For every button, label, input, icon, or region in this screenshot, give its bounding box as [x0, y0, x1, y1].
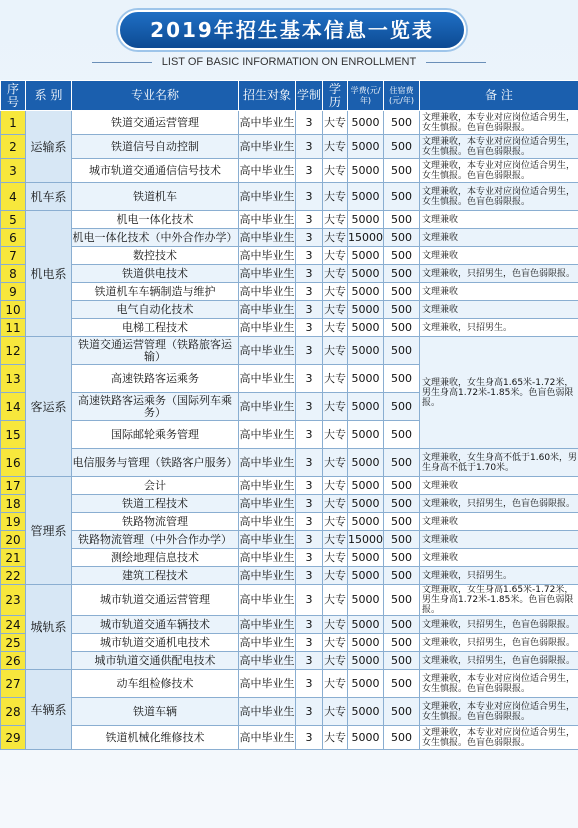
header-dept: 系 别	[26, 81, 72, 111]
row-index: 3	[1, 159, 26, 183]
major-cell: 高速铁路客运乘务（国际列车乘务）	[72, 393, 239, 421]
header-target: 招生对象	[239, 81, 296, 111]
years-cell: 3	[296, 652, 323, 670]
major-cell: 国际邮轮乘务管理	[72, 421, 239, 449]
lodging-cell: 500	[384, 337, 420, 365]
table-row	[1, 449, 578, 477]
note-cell: 文理兼收，只招男生，色盲色弱限报。	[420, 495, 578, 513]
lodging-cell: 500	[384, 283, 420, 301]
target-cell: 高中毕业生	[239, 634, 296, 652]
major-cell: 测绘地理信息技术	[72, 549, 239, 567]
lodging-cell: 500	[384, 265, 420, 283]
edu-cell: 大专	[323, 265, 348, 283]
major-cell: 机电一体化技术	[72, 211, 239, 229]
row-index: 6	[1, 229, 26, 247]
header-years: 学制	[296, 81, 323, 111]
row-index: 18	[1, 495, 26, 513]
tuition-cell: 5000	[348, 365, 384, 393]
edu-cell: 大专	[323, 531, 348, 549]
target-cell: 高中毕业生	[239, 319, 296, 337]
department-cell: 车辆系	[26, 670, 72, 750]
row-index: 21	[1, 549, 26, 567]
lodging-cell: 500	[384, 449, 420, 477]
header-idx: 序号	[1, 81, 26, 111]
years-cell: 3	[296, 567, 323, 585]
major-cell: 铁道机车车辆制造与维护	[72, 283, 239, 301]
row-index: 19	[1, 513, 26, 531]
edu-cell: 大专	[323, 135, 348, 159]
note-cell: 文理兼收	[420, 477, 578, 495]
edu-cell: 大专	[323, 183, 348, 211]
note-cell: 文理兼收	[420, 549, 578, 567]
table-row	[1, 670, 578, 698]
years-cell: 3	[296, 495, 323, 513]
tuition-cell: 5000	[348, 616, 384, 634]
note-cell: 文理兼收，只招男生，色盲色弱限报。	[420, 616, 578, 634]
note-cell: 文理兼收，女生身高1.65米-1.72米，男生身高1.72米-1.85米。色盲色弱限报。	[420, 585, 578, 616]
lodging-cell: 500	[384, 159, 420, 183]
page-subtitle: LIST OF BASIC INFORMATION ON ENROLLMENT	[0, 56, 578, 72]
note-cell: 文理兼收	[420, 513, 578, 531]
years-cell: 3	[296, 183, 323, 211]
note-cell: 文理兼收，本专业对应岗位适合男生，女生慎报。色盲色弱限报。	[420, 183, 578, 211]
table-row	[1, 319, 578, 337]
years-cell: 3	[296, 421, 323, 449]
major-cell: 建筑工程技术	[72, 567, 239, 585]
tuition-cell: 5000	[348, 183, 384, 211]
tuition-cell: 5000	[348, 135, 384, 159]
note-cell: 文理兼收，本专业对应岗位适合男生，女生慎报。色盲色弱限报。	[420, 698, 578, 726]
lodging-cell: 500	[384, 393, 420, 421]
lodging-cell: 500	[384, 301, 420, 319]
target-cell: 高中毕业生	[239, 513, 296, 531]
note-cell: 文理兼收	[420, 531, 578, 549]
lodging-cell: 500	[384, 513, 420, 531]
header-lodging: 住宿费(元/年)	[384, 81, 420, 111]
table-row	[1, 513, 578, 531]
years-cell: 3	[296, 616, 323, 634]
row-index: 10	[1, 301, 26, 319]
row-index: 8	[1, 265, 26, 283]
lodging-cell: 500	[384, 495, 420, 513]
major-cell: 数控技术	[72, 247, 239, 265]
lodging-cell: 500	[384, 634, 420, 652]
note-cell: 文理兼收，本专业对应岗位适合男生，女生慎报。色盲色弱限报。	[420, 159, 578, 183]
target-cell: 高中毕业生	[239, 477, 296, 495]
row-index: 20	[1, 531, 26, 549]
header-major: 专业名称	[72, 81, 239, 111]
note-cell: 文理兼收，只招男生。	[420, 319, 578, 337]
department-cell: 城轨系	[26, 585, 72, 670]
major-cell: 城市轨道交通运营管理	[72, 585, 239, 616]
row-index: 1	[1, 111, 26, 135]
edu-cell: 大专	[323, 283, 348, 301]
note-cell: 文理兼收，女生身高1.65米-1.72米，男生身高1.72米-1.85米。色盲色弱限报。	[420, 337, 578, 449]
note-cell: 文理兼收，只招男生，色盲色弱限报。	[420, 265, 578, 283]
years-cell: 3	[296, 111, 323, 135]
edu-cell: 大专	[323, 652, 348, 670]
major-cell: 电信服务与管理（铁路客户服务）	[72, 449, 239, 477]
lodging-cell: 500	[384, 421, 420, 449]
row-index: 27	[1, 670, 26, 698]
tuition-cell: 5000	[348, 159, 384, 183]
row-index: 2	[1, 135, 26, 159]
lodging-cell: 500	[384, 585, 420, 616]
years-cell: 3	[296, 513, 323, 531]
note-cell: 文理兼收，女生身高不低于1.60米，男生身高不低于1.70米。	[420, 449, 578, 477]
tuition-cell: 5000	[348, 477, 384, 495]
lodging-cell: 500	[384, 319, 420, 337]
table-row	[1, 698, 578, 726]
years-cell: 3	[296, 247, 323, 265]
table-row	[1, 283, 578, 301]
edu-cell: 大专	[323, 111, 348, 135]
tuition-cell: 5000	[348, 111, 384, 135]
major-cell: 铁道工程技术	[72, 495, 239, 513]
table-row	[1, 301, 578, 319]
target-cell: 高中毕业生	[239, 135, 296, 159]
row-index: 16	[1, 449, 26, 477]
years-cell: 3	[296, 211, 323, 229]
major-cell: 铁道信号自动控制	[72, 135, 239, 159]
major-cell: 电梯工程技术	[72, 319, 239, 337]
tuition-cell: 5000	[348, 585, 384, 616]
years-cell: 3	[296, 549, 323, 567]
tuition-cell: 5000	[348, 301, 384, 319]
major-cell: 铁道交通运营管理（铁路旅客运输）	[72, 337, 239, 365]
target-cell: 高中毕业生	[239, 549, 296, 567]
lodging-cell: 500	[384, 477, 420, 495]
table-row	[1, 247, 578, 265]
row-index: 22	[1, 567, 26, 585]
enrollment-table	[0, 80, 578, 750]
row-index: 13	[1, 365, 26, 393]
edu-cell: 大专	[323, 319, 348, 337]
table-row	[1, 549, 578, 567]
table-row	[1, 477, 578, 495]
target-cell: 高中毕业生	[239, 495, 296, 513]
row-index: 14	[1, 393, 26, 421]
years-cell: 3	[296, 365, 323, 393]
row-index: 9	[1, 283, 26, 301]
tuition-cell: 5000	[348, 634, 384, 652]
target-cell: 高中毕业生	[239, 567, 296, 585]
years-cell: 3	[296, 135, 323, 159]
row-index: 26	[1, 652, 26, 670]
lodging-cell: 500	[384, 549, 420, 567]
years-cell: 3	[296, 229, 323, 247]
tuition-cell: 15000	[348, 229, 384, 247]
lodging-cell: 500	[384, 211, 420, 229]
target-cell: 高中毕业生	[239, 159, 296, 183]
target-cell: 高中毕业生	[239, 726, 296, 750]
header-note: 备 注	[420, 81, 578, 111]
edu-cell: 大专	[323, 301, 348, 319]
edu-cell: 大专	[323, 634, 348, 652]
table-row	[1, 337, 578, 365]
table-row	[1, 159, 578, 183]
department-cell: 机电系	[26, 211, 72, 337]
lodging-cell: 500	[384, 652, 420, 670]
years-cell: 3	[296, 726, 323, 750]
target-cell: 高中毕业生	[239, 652, 296, 670]
tuition-cell: 5000	[348, 513, 384, 531]
table-row	[1, 229, 578, 247]
lodging-cell: 500	[384, 670, 420, 698]
target-cell: 高中毕业生	[239, 698, 296, 726]
lodging-cell: 500	[384, 698, 420, 726]
target-cell: 高中毕业生	[239, 265, 296, 283]
note-cell: 文理兼收	[420, 211, 578, 229]
department-cell: 机车系	[26, 183, 72, 211]
page-title: 2019年招生基本信息一览表	[118, 10, 466, 50]
note-cell: 文理兼收	[420, 247, 578, 265]
row-index: 29	[1, 726, 26, 750]
years-cell: 3	[296, 337, 323, 365]
tuition-cell: 5000	[348, 549, 384, 567]
edu-cell: 大专	[323, 365, 348, 393]
tuition-cell: 5000	[348, 726, 384, 750]
tuition-cell: 5000	[348, 319, 384, 337]
note-cell: 文理兼收，只招男生，色盲色弱限报。	[420, 634, 578, 652]
major-cell: 会计	[72, 477, 239, 495]
years-cell: 3	[296, 159, 323, 183]
department-cell: 管理系	[26, 477, 72, 585]
edu-cell: 大专	[323, 229, 348, 247]
major-cell: 城市轨道交通通信信号技术	[72, 159, 239, 183]
table-row	[1, 567, 578, 585]
tuition-cell: 5000	[348, 670, 384, 698]
target-cell: 高中毕业生	[239, 531, 296, 549]
years-cell: 3	[296, 319, 323, 337]
target-cell: 高中毕业生	[239, 421, 296, 449]
tuition-cell: 5000	[348, 247, 384, 265]
target-cell: 高中毕业生	[239, 337, 296, 365]
edu-cell: 大专	[323, 337, 348, 365]
tuition-cell: 5000	[348, 449, 384, 477]
edu-cell: 大专	[323, 421, 348, 449]
table-row	[1, 616, 578, 634]
tuition-cell: 5000	[348, 652, 384, 670]
table-row	[1, 183, 578, 211]
row-index: 25	[1, 634, 26, 652]
edu-cell: 大专	[323, 670, 348, 698]
major-cell: 铁道机械化维修技术	[72, 726, 239, 750]
note-cell: 文理兼收，只招男生，色盲色弱限报。	[420, 652, 578, 670]
note-cell: 文理兼收，本专业对应岗位适合男生，女生慎报。色盲色弱限报。	[420, 135, 578, 159]
edu-cell: 大专	[323, 477, 348, 495]
major-cell: 城市轨道交通车辆技术	[72, 616, 239, 634]
table-row	[1, 211, 578, 229]
major-cell: 铁道交通运营管理	[72, 111, 239, 135]
target-cell: 高中毕业生	[239, 247, 296, 265]
table-row	[1, 531, 578, 549]
years-cell: 3	[296, 283, 323, 301]
tuition-cell: 5000	[348, 567, 384, 585]
header-row	[1, 81, 578, 111]
row-index: 15	[1, 421, 26, 449]
target-cell: 高中毕业生	[239, 111, 296, 135]
target-cell: 高中毕业生	[239, 183, 296, 211]
lodging-cell: 500	[384, 111, 420, 135]
major-cell: 铁路物流管理（中外合作办学）	[72, 531, 239, 549]
years-cell: 3	[296, 449, 323, 477]
edu-cell: 大专	[323, 247, 348, 265]
target-cell: 高中毕业生	[239, 283, 296, 301]
table-row	[1, 495, 578, 513]
edu-cell: 大专	[323, 211, 348, 229]
edu-cell: 大专	[323, 698, 348, 726]
note-cell: 文理兼收，本专业对应岗位适合男生，女生慎报。色盲色弱限报。	[420, 670, 578, 698]
target-cell: 高中毕业生	[239, 449, 296, 477]
years-cell: 3	[296, 634, 323, 652]
major-cell: 铁道机车	[72, 183, 239, 211]
lodging-cell: 500	[384, 567, 420, 585]
note-cell: 文理兼收，本专业对应岗位适合男生，女生慎报。色盲色弱限报。	[420, 726, 578, 750]
tuition-cell: 5000	[348, 698, 384, 726]
lodging-cell: 500	[384, 726, 420, 750]
tuition-cell: 5000	[348, 283, 384, 301]
header-tuition: 学费(元/年)	[348, 81, 384, 111]
edu-cell: 大专	[323, 159, 348, 183]
note-cell: 文理兼收	[420, 301, 578, 319]
table-row	[1, 111, 578, 135]
table-row	[1, 585, 578, 616]
lodging-cell: 500	[384, 229, 420, 247]
tuition-cell: 5000	[348, 265, 384, 283]
department-cell: 客运系	[26, 337, 72, 477]
edu-cell: 大专	[323, 567, 348, 585]
major-cell: 铁道供电技术	[72, 265, 239, 283]
target-cell: 高中毕业生	[239, 670, 296, 698]
major-cell: 动车组检修技术	[72, 670, 239, 698]
edu-cell: 大专	[323, 549, 348, 567]
edu-cell: 大专	[323, 585, 348, 616]
years-cell: 3	[296, 477, 323, 495]
lodging-cell: 500	[384, 183, 420, 211]
major-cell: 铁路物流管理	[72, 513, 239, 531]
target-cell: 高中毕业生	[239, 301, 296, 319]
years-cell: 3	[296, 393, 323, 421]
row-index: 7	[1, 247, 26, 265]
note-cell: 文理兼收，只招男生。	[420, 567, 578, 585]
tuition-cell: 5000	[348, 495, 384, 513]
row-index: 24	[1, 616, 26, 634]
tuition-cell: 15000	[348, 531, 384, 549]
lodging-cell: 500	[384, 616, 420, 634]
target-cell: 高中毕业生	[239, 211, 296, 229]
lodging-cell: 500	[384, 247, 420, 265]
table-row	[1, 135, 578, 159]
target-cell: 高中毕业生	[239, 393, 296, 421]
department-cell: 运输系	[26, 111, 72, 183]
header-edu: 学历	[323, 81, 348, 111]
target-cell: 高中毕业生	[239, 585, 296, 616]
edu-cell: 大专	[323, 449, 348, 477]
edu-cell: 大专	[323, 393, 348, 421]
row-index: 11	[1, 319, 26, 337]
years-cell: 3	[296, 698, 323, 726]
years-cell: 3	[296, 265, 323, 283]
note-cell: 文理兼收	[420, 229, 578, 247]
major-cell: 城市轨道交通机电技术	[72, 634, 239, 652]
years-cell: 3	[296, 301, 323, 319]
years-cell: 3	[296, 531, 323, 549]
years-cell: 3	[296, 670, 323, 698]
years-cell: 3	[296, 585, 323, 616]
row-index: 17	[1, 477, 26, 495]
row-index: 12	[1, 337, 26, 365]
edu-cell: 大专	[323, 513, 348, 531]
edu-cell: 大专	[323, 726, 348, 750]
note-cell: 文理兼收，本专业对应岗位适合男生，女生慎报。色盲色弱限报。	[420, 111, 578, 135]
major-cell: 高速铁路客运乘务	[72, 365, 239, 393]
lodging-cell: 500	[384, 365, 420, 393]
major-cell: 铁道车辆	[72, 698, 239, 726]
note-cell: 文理兼收	[420, 283, 578, 301]
target-cell: 高中毕业生	[239, 365, 296, 393]
table-row	[1, 265, 578, 283]
tuition-cell: 5000	[348, 211, 384, 229]
row-index: 23	[1, 585, 26, 616]
table-row	[1, 652, 578, 670]
major-cell: 城市轨道交通供配电技术	[72, 652, 239, 670]
row-index: 28	[1, 698, 26, 726]
edu-cell: 大专	[323, 616, 348, 634]
table-row	[1, 634, 578, 652]
target-cell: 高中毕业生	[239, 229, 296, 247]
major-cell: 电气自动化技术	[72, 301, 239, 319]
row-index: 5	[1, 211, 26, 229]
tuition-cell: 5000	[348, 393, 384, 421]
tuition-cell: 5000	[348, 421, 384, 449]
row-index: 4	[1, 183, 26, 211]
lodging-cell: 500	[384, 135, 420, 159]
edu-cell: 大专	[323, 495, 348, 513]
tuition-cell: 5000	[348, 337, 384, 365]
major-cell: 机电一体化技术（中外合作办学）	[72, 229, 239, 247]
target-cell: 高中毕业生	[239, 616, 296, 634]
lodging-cell: 500	[384, 531, 420, 549]
table-row	[1, 726, 578, 750]
